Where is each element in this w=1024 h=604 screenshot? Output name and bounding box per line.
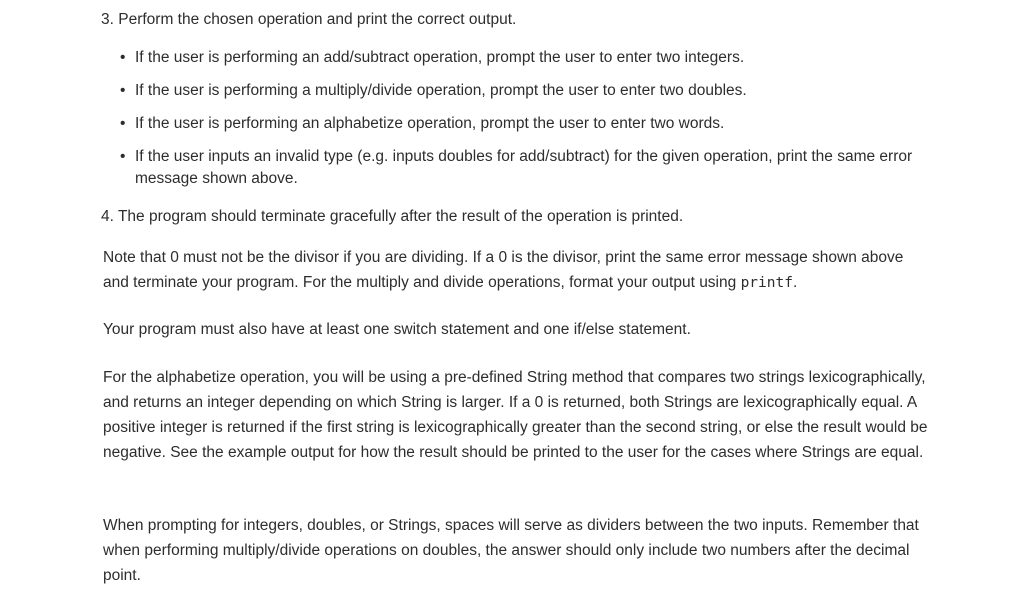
bullet-marker: •	[120, 115, 126, 132]
prompting-paragraph: When prompting for integers, doubles, or Strings, spaces will serve as dividers between the two inputs. Remember that when performing multiply/divide operations on doubles, the answer should only include two numbers after the decimal point.	[103, 517, 919, 584]
step-3-number: 3.	[101, 11, 114, 28]
step-3	[101, 10, 516, 30]
step-4	[101, 207, 683, 227]
list-item	[120, 113, 920, 135]
switch-statement-paragraph: Your program must also have at least one switch statement and one if/else statement.	[103, 321, 691, 338]
alphabetize-paragraph: For the alphabetize operation, you will be using a pre-defined String method that compares two strings lexicographically, and returns an integer depending on which String is larger. If a 0 is returned, both Strings are lexicographically equal. A positive integer is returned if the first string is lexicographically greater than the second string, or else the result would be negative. See the example output for how the result should be printed to the user for the cases where Strings are equal.	[103, 369, 928, 461]
list-item-text: If the user is performing an add/subtract operation, prompt the user to enter two integers.	[135, 49, 745, 66]
list-item-text: If the user inputs an invalid type (e.g. inputs doubles for add/subtract) for the given operation, print the same error message shown above.	[135, 148, 913, 187]
list-item-text: If the user is performing a multiply/divide operation, prompt the user to enter two doubles.	[135, 82, 747, 99]
step-4-text: The program should terminate gracefully after the result of the operation is printed.	[117, 208, 684, 225]
list-item-text: If the user is performing an alphabetize operation, prompt the user to enter two words.	[135, 115, 725, 132]
divisor-note-end: .	[792, 274, 798, 291]
step-4-number: 4.	[101, 208, 114, 225]
bullet-marker: •	[120, 148, 126, 165]
divisor-note-paragraph	[103, 245, 933, 296]
bullet-marker: •	[120, 49, 126, 66]
divisor-note-text: Note that 0 must not be the divisor if you are dividing. If a 0 is the divisor, print the same error message shown above and terminate your program. For the multiply and divide operations, format your output using	[103, 249, 904, 291]
list-item	[120, 80, 920, 102]
printf-code: printf	[740, 275, 793, 291]
list-item	[120, 146, 920, 190]
step-3-text: Perform the chosen operation and print the correct output.	[118, 11, 517, 28]
bullet-marker: •	[120, 82, 126, 99]
list-item	[120, 47, 920, 69]
